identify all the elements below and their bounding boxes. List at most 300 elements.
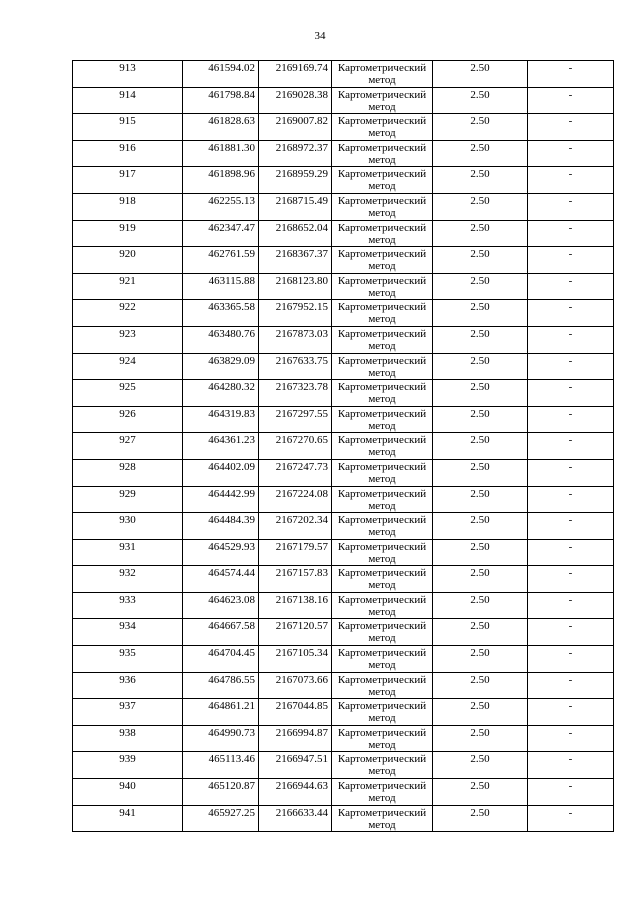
y-coordinate-cell <box>259 114 332 141</box>
y-coordinate-cell <box>259 646 332 673</box>
y-coordinate-cell-text: 2167633.75 <box>275 354 328 367</box>
note-cell <box>528 725 614 752</box>
x-coordinate-cell-text: 461828.63 <box>208 115 255 128</box>
x-coordinate-cell-text: 461881.30 <box>208 141 255 154</box>
method-cell <box>332 646 433 673</box>
y-coordinate-cell-text: 2167297.55 <box>275 407 328 420</box>
y-coordinate-cell-text: 2169169.74 <box>275 62 328 74</box>
accuracy-cell-text: 2.50 <box>470 327 490 340</box>
point-number-cell-text: 919 <box>119 221 136 234</box>
accuracy-cell-text: 2.50 <box>470 194 490 207</box>
point-number-cell <box>73 433 183 460</box>
accuracy-cell-text: 2.50 <box>470 487 490 500</box>
note-cell <box>528 566 614 593</box>
method-cell <box>332 167 433 194</box>
point-number-cell-text: 940 <box>119 780 136 793</box>
accuracy-cell-text: 2.50 <box>470 434 490 447</box>
accuracy-cell <box>433 380 528 407</box>
note-cell-text: - <box>568 141 573 154</box>
note-cell <box>528 114 614 141</box>
accuracy-cell-text: 2.50 <box>470 567 490 580</box>
y-coordinate-cell <box>259 247 332 274</box>
y-coordinate-cell-text: 2166947.51 <box>275 753 328 766</box>
y-coordinate-cell <box>259 566 332 593</box>
point-number-cell <box>73 699 183 726</box>
point-number-cell-text: 924 <box>119 354 136 367</box>
note-cell <box>528 193 614 220</box>
point-number-cell-text: 939 <box>119 753 136 766</box>
y-coordinate-cell <box>259 167 332 194</box>
y-coordinate-cell <box>259 619 332 646</box>
table-row <box>73 672 614 699</box>
accuracy-cell <box>433 699 528 726</box>
accuracy-cell-text: 2.50 <box>470 381 490 394</box>
point-number-cell-text: 931 <box>119 540 136 553</box>
note-cell <box>528 140 614 167</box>
y-coordinate-cell-text: 2167323.78 <box>275 381 328 394</box>
x-coordinate-cell-text: 463829.09 <box>208 354 255 367</box>
x-coordinate-cell-text: 464786.55 <box>208 673 255 686</box>
x-coordinate-cell-text: 464319.83 <box>208 407 255 420</box>
y-coordinate-cell-text: 2168972.37 <box>275 141 328 154</box>
method-cell <box>332 592 433 619</box>
method-cell <box>332 300 433 327</box>
point-number-cell <box>73 592 183 619</box>
note-cell <box>528 273 614 300</box>
point-number-cell-text: 926 <box>119 407 136 420</box>
method-cell-text: Картометрический метод <box>337 221 427 246</box>
accuracy-cell <box>433 353 528 380</box>
note-cell <box>528 459 614 486</box>
y-coordinate-cell <box>259 273 332 300</box>
note-cell <box>528 87 614 114</box>
y-coordinate-cell-text: 2167120.57 <box>275 620 328 633</box>
table-row <box>73 140 614 167</box>
note-cell-text: - <box>568 593 573 606</box>
note-cell <box>528 699 614 726</box>
note-cell <box>528 406 614 433</box>
note-cell <box>528 220 614 247</box>
point-number-cell-text: 925 <box>119 381 136 394</box>
accuracy-cell-text: 2.50 <box>470 673 490 686</box>
note-cell-text: - <box>568 514 573 527</box>
note-cell-text: - <box>568 620 573 633</box>
method-cell-text: Картометрический метод <box>337 806 427 831</box>
table-row <box>73 805 614 832</box>
note-cell <box>528 353 614 380</box>
table-row <box>73 646 614 673</box>
x-coordinate-cell-text: 464280.32 <box>208 381 255 394</box>
x-coordinate-cell <box>183 805 259 832</box>
x-coordinate-cell <box>183 646 259 673</box>
point-number-cell-text: 929 <box>119 487 136 500</box>
point-number-cell <box>73 273 183 300</box>
y-coordinate-cell <box>259 300 332 327</box>
method-cell-text: Картометрический метод <box>337 434 427 459</box>
table-row <box>73 752 614 779</box>
point-number-cell-text: 932 <box>119 567 136 580</box>
table-row <box>73 220 614 247</box>
note-cell-text: - <box>568 88 573 101</box>
method-cell-text: Картометрический метод <box>337 141 427 166</box>
note-cell-text: - <box>568 647 573 660</box>
point-number-cell-text: 935 <box>119 647 136 660</box>
accuracy-cell <box>433 592 528 619</box>
accuracy-cell-text: 2.50 <box>470 540 490 553</box>
note-cell <box>528 167 614 194</box>
x-coordinate-cell <box>183 193 259 220</box>
point-number-cell-text: 937 <box>119 700 136 713</box>
accuracy-cell-text: 2.50 <box>470 753 490 766</box>
accuracy-cell-text: 2.50 <box>470 700 490 713</box>
table-row <box>73 273 614 300</box>
method-cell <box>332 513 433 540</box>
y-coordinate-cell-text: 2168715.49 <box>275 194 328 207</box>
x-coordinate-cell <box>183 87 259 114</box>
point-number-cell-text: 930 <box>119 514 136 527</box>
accuracy-cell <box>433 406 528 433</box>
point-number-cell-text: 920 <box>119 248 136 261</box>
method-cell <box>332 805 433 832</box>
x-coordinate-cell <box>183 592 259 619</box>
method-cell-text: Картометрический метод <box>337 62 427 86</box>
y-coordinate-cell <box>259 752 332 779</box>
table-row <box>73 539 614 566</box>
method-cell-text: Картометрический метод <box>337 514 427 539</box>
note-cell <box>528 486 614 513</box>
y-coordinate-cell-text: 2167247.73 <box>275 460 328 473</box>
x-coordinate-cell <box>183 779 259 806</box>
x-coordinate-cell <box>183 513 259 540</box>
method-cell <box>332 459 433 486</box>
point-number-cell-text: 915 <box>119 115 136 128</box>
accuracy-cell-text: 2.50 <box>470 62 490 74</box>
method-cell-text: Картометрический метод <box>337 194 427 219</box>
method-cell <box>332 220 433 247</box>
method-cell-text: Картометрический метод <box>337 620 427 645</box>
y-coordinate-cell <box>259 326 332 353</box>
method-cell <box>332 353 433 380</box>
table-row <box>73 566 614 593</box>
accuracy-cell-text: 2.50 <box>470 514 490 527</box>
note-cell-text: - <box>568 460 573 473</box>
table-row <box>73 87 614 114</box>
y-coordinate-cell-text: 2167179.57 <box>275 540 328 553</box>
note-cell-text: - <box>568 274 573 287</box>
y-coordinate-cell <box>259 406 332 433</box>
note-cell <box>528 779 614 806</box>
method-cell-text: Картометрический метод <box>337 647 427 672</box>
accuracy-cell-text: 2.50 <box>470 354 490 367</box>
method-cell <box>332 273 433 300</box>
method-cell-text: Картометрический метод <box>337 540 427 565</box>
x-coordinate-cell-text: 464574.44 <box>208 567 255 580</box>
x-coordinate-cell <box>183 459 259 486</box>
x-coordinate-cell <box>183 539 259 566</box>
x-coordinate-cell <box>183 61 259 88</box>
accuracy-cell-text: 2.50 <box>470 460 490 473</box>
y-coordinate-cell-text: 2166633.44 <box>275 806 328 819</box>
accuracy-cell-text: 2.50 <box>470 221 490 234</box>
point-number-cell-text: 938 <box>119 726 136 739</box>
table-row <box>73 247 614 274</box>
y-coordinate-cell <box>259 61 332 88</box>
note-cell <box>528 326 614 353</box>
point-number-cell <box>73 167 183 194</box>
point-number-cell-text: 922 <box>119 301 136 314</box>
y-coordinate-cell <box>259 513 332 540</box>
point-number-cell <box>73 220 183 247</box>
note-cell-text: - <box>568 806 573 819</box>
y-coordinate-cell-text: 2167952.15 <box>275 301 328 314</box>
point-number-cell-text: 918 <box>119 194 136 207</box>
y-coordinate-cell-text: 2167073.66 <box>275 673 328 686</box>
table-row <box>73 459 614 486</box>
y-coordinate-cell-text: 2166994.87 <box>275 726 328 739</box>
note-cell <box>528 619 614 646</box>
x-coordinate-cell-text: 462347.47 <box>208 221 255 234</box>
table-body <box>73 61 614 832</box>
note-cell <box>528 300 614 327</box>
point-number-cell <box>73 513 183 540</box>
accuracy-cell <box>433 247 528 274</box>
table-row <box>73 433 614 460</box>
y-coordinate-cell-text: 2168367.37 <box>275 248 328 261</box>
point-number-cell <box>73 406 183 433</box>
y-coordinate-cell <box>259 220 332 247</box>
accuracy-cell <box>433 140 528 167</box>
method-cell-text: Картометрический метод <box>337 327 427 352</box>
table-row <box>73 406 614 433</box>
x-coordinate-cell-text: 464623.08 <box>208 593 255 606</box>
x-coordinate-cell-text: 464361.23 <box>208 434 255 447</box>
accuracy-cell-text: 2.50 <box>470 647 490 660</box>
y-coordinate-cell <box>259 672 332 699</box>
point-number-cell-text: 917 <box>119 168 136 181</box>
note-cell <box>528 433 614 460</box>
method-cell <box>332 61 433 88</box>
table-row <box>73 61 614 88</box>
point-number-cell-text: 923 <box>119 327 136 340</box>
accuracy-cell <box>433 539 528 566</box>
y-coordinate-cell-text: 2169007.82 <box>275 115 328 128</box>
accuracy-cell <box>433 300 528 327</box>
y-coordinate-cell-text: 2167138.16 <box>275 593 328 606</box>
y-coordinate-cell-text: 2167224.08 <box>275 487 328 500</box>
point-number-cell <box>73 672 183 699</box>
y-coordinate-cell-text: 2169028.38 <box>275 88 328 101</box>
x-coordinate-cell <box>183 725 259 752</box>
x-coordinate-cell <box>183 486 259 513</box>
accuracy-cell <box>433 326 528 353</box>
point-number-cell-text: 934 <box>119 620 136 633</box>
y-coordinate-cell <box>259 699 332 726</box>
point-number-cell-text: 936 <box>119 673 136 686</box>
y-coordinate-cell <box>259 459 332 486</box>
accuracy-cell-text: 2.50 <box>470 726 490 739</box>
table-row <box>73 619 614 646</box>
x-coordinate-cell-text: 465120.87 <box>208 780 255 793</box>
point-number-cell <box>73 61 183 88</box>
page-number: 34 <box>314 30 326 42</box>
method-cell <box>332 247 433 274</box>
x-coordinate-cell-text: 464990.73 <box>208 726 255 739</box>
note-cell-text: - <box>568 168 573 181</box>
method-cell <box>332 779 433 806</box>
method-cell-text: Картометрический метод <box>337 460 427 485</box>
accuracy-cell-text: 2.50 <box>470 141 490 154</box>
point-number-cell-text: 927 <box>119 434 136 447</box>
note-cell-text: - <box>568 567 573 580</box>
coordinates-table <box>72 60 614 832</box>
method-cell <box>332 486 433 513</box>
point-number-cell-text: 913 <box>119 62 136 74</box>
note-cell-text: - <box>568 194 573 207</box>
y-coordinate-cell <box>259 193 332 220</box>
method-cell <box>332 406 433 433</box>
x-coordinate-cell <box>183 566 259 593</box>
accuracy-cell-text: 2.50 <box>470 301 490 314</box>
table-row <box>73 779 614 806</box>
x-coordinate-cell <box>183 699 259 726</box>
method-cell-text: Картометрический метод <box>337 381 427 406</box>
note-cell-text: - <box>568 327 573 340</box>
note-cell-text: - <box>568 354 573 367</box>
method-cell-text: Картометрический метод <box>337 673 427 698</box>
note-cell-text: - <box>568 700 573 713</box>
accuracy-cell <box>433 167 528 194</box>
table-row <box>73 114 614 141</box>
method-cell <box>332 87 433 114</box>
x-coordinate-cell-text: 465113.46 <box>208 753 255 766</box>
table-row <box>73 592 614 619</box>
point-number-cell <box>73 87 183 114</box>
y-coordinate-cell-text: 2166944.63 <box>275 780 328 793</box>
point-number-cell <box>73 566 183 593</box>
x-coordinate-cell <box>183 672 259 699</box>
note-cell-text: - <box>568 673 573 686</box>
point-number-cell <box>73 300 183 327</box>
method-cell-text: Картометрический метод <box>337 274 427 299</box>
x-coordinate-cell <box>183 140 259 167</box>
method-cell-text: Картометрический метод <box>337 487 427 512</box>
note-cell-text: - <box>568 434 573 447</box>
note-cell-text: - <box>568 726 573 739</box>
x-coordinate-cell-text: 465927.25 <box>208 806 255 819</box>
method-cell-text: Картометрический метод <box>337 780 427 805</box>
accuracy-cell <box>433 513 528 540</box>
x-coordinate-cell <box>183 406 259 433</box>
table-row <box>73 486 614 513</box>
accuracy-cell <box>433 220 528 247</box>
accuracy-cell <box>433 459 528 486</box>
x-coordinate-cell-text: 462255.13 <box>208 194 255 207</box>
x-coordinate-cell <box>183 619 259 646</box>
table-row <box>73 380 614 407</box>
x-coordinate-cell-text: 464861.21 <box>208 700 255 713</box>
x-coordinate-cell-text: 463365.58 <box>208 301 255 314</box>
note-cell-text: - <box>568 407 573 420</box>
note-cell-text: - <box>568 221 573 234</box>
note-cell <box>528 752 614 779</box>
method-cell-text: Картометрический метод <box>337 726 427 751</box>
point-number-cell-text: 921 <box>119 274 136 287</box>
note-cell-text: - <box>568 62 573 74</box>
point-number-cell <box>73 539 183 566</box>
note-cell-text: - <box>568 381 573 394</box>
accuracy-cell <box>433 672 528 699</box>
table-row <box>73 193 614 220</box>
point-number-cell <box>73 725 183 752</box>
y-coordinate-cell <box>259 592 332 619</box>
note-cell-text: - <box>568 753 573 766</box>
method-cell-text: Картометрический метод <box>337 88 427 113</box>
note-cell <box>528 247 614 274</box>
accuracy-cell-text: 2.50 <box>470 274 490 287</box>
note-cell-text: - <box>568 115 573 128</box>
y-coordinate-cell-text: 2167270.65 <box>275 434 328 447</box>
point-number-cell <box>73 486 183 513</box>
point-number-cell <box>73 247 183 274</box>
x-coordinate-cell-text: 464402.09 <box>208 460 255 473</box>
method-cell-text: Картометрический метод <box>337 115 427 140</box>
accuracy-cell <box>433 646 528 673</box>
accuracy-cell-text: 2.50 <box>470 593 490 606</box>
x-coordinate-cell <box>183 326 259 353</box>
method-cell <box>332 752 433 779</box>
x-coordinate-cell-text: 463480.76 <box>208 327 255 340</box>
method-cell <box>332 193 433 220</box>
table-row <box>73 300 614 327</box>
method-cell-text: Картометрический метод <box>337 354 427 379</box>
x-coordinate-cell-text: 461594.02 <box>208 62 255 74</box>
table-row <box>73 353 614 380</box>
note-cell-text: - <box>568 487 573 500</box>
note-cell <box>528 805 614 832</box>
accuracy-cell-text: 2.50 <box>470 407 490 420</box>
y-coordinate-cell <box>259 433 332 460</box>
method-cell-text: Картометрический метод <box>337 593 427 618</box>
accuracy-cell <box>433 779 528 806</box>
method-cell <box>332 326 433 353</box>
method-cell-text: Картометрический метод <box>337 753 427 778</box>
point-number-cell <box>73 353 183 380</box>
method-cell-text: Картометрический метод <box>337 407 427 432</box>
x-coordinate-cell <box>183 300 259 327</box>
x-coordinate-cell-text: 464704.45 <box>208 647 255 660</box>
x-coordinate-cell <box>183 247 259 274</box>
point-number-cell-text: 941 <box>119 806 136 819</box>
method-cell-text: Картометрический метод <box>337 168 427 193</box>
method-cell <box>332 140 433 167</box>
y-coordinate-cell-text: 2167157.83 <box>275 567 328 580</box>
point-number-cell-text: 914 <box>119 88 136 101</box>
accuracy-cell-text: 2.50 <box>470 115 490 128</box>
note-cell <box>528 672 614 699</box>
y-coordinate-cell-text: 2167044.85 <box>275 700 328 713</box>
method-cell <box>332 699 433 726</box>
note-cell <box>528 380 614 407</box>
method-cell-text: Картометрический метод <box>337 301 427 326</box>
note-cell-text: - <box>568 248 573 261</box>
y-coordinate-cell <box>259 725 332 752</box>
x-coordinate-cell-text: 461798.84 <box>208 88 255 101</box>
accuracy-cell-text: 2.50 <box>470 780 490 793</box>
table-row <box>73 513 614 540</box>
x-coordinate-cell <box>183 220 259 247</box>
note-cell <box>528 513 614 540</box>
note-cell <box>528 61 614 88</box>
